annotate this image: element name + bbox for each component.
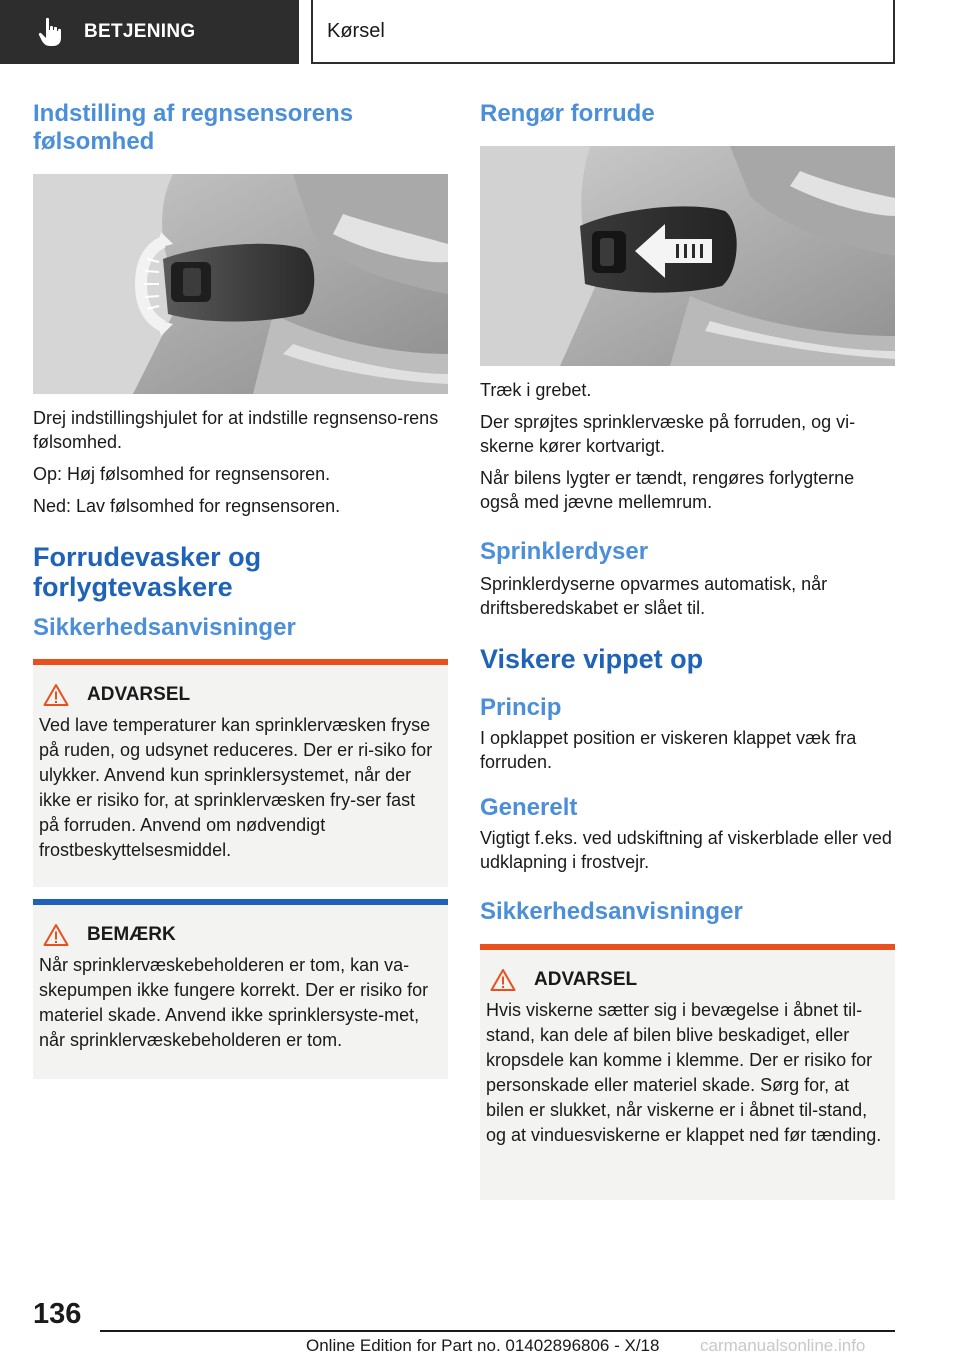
clean-heading: Rengør forrude: [480, 100, 655, 127]
sensitivity-paragraph-3: Ned: Lav følsomhed for regnsensoren.: [33, 496, 341, 516]
notice-text: Når sprinklervæskebeholderen er tom, kan va-skepumpen ikke fungere korrekt. Der er risiko for materiel skade. Anvend ikke sprinklersyste-met, når sprinklervæskebeholderen er tom.: [39, 955, 429, 1050]
warning-label-right: ADVARSEL: [534, 969, 638, 990]
left-column: [33, 100, 448, 1079]
chapter-label: Kørsel: [327, 19, 385, 42]
warning-header-left: [43, 683, 438, 707]
warning-text-left: Ved lave temperaturer kan sprinklervæsken fryse på ruden, og udsynet reduceres. Der er ri-siko for ulykker. Anvend kun sprinklersystemet, når der ikke er risiko for, at sprinklervæsken fry-ser fast på forruden. Anvend om nødvendigt frostbeskyttelsesmiddel.: [39, 715, 433, 860]
watermark: carmanualsonline.info: [700, 1336, 866, 1355]
footer-rule: [100, 1330, 895, 1332]
warning-box-left: [33, 659, 448, 887]
safety-heading-left: Sikkerhedsanvisninger: [33, 614, 296, 641]
rain-sensor-dial-image: [33, 174, 448, 394]
warning-label-left: ADVARSEL: [87, 684, 191, 705]
clean-paragraph-2: Der sprøjtes sprinklervæske på forruden, og vi-skerne kører kortvarigt.: [480, 412, 856, 456]
sensitivity-paragraph-1: Drej indstillingshjulet for at indstille regnsenso-rens følsomhed.: [33, 408, 439, 452]
notice-box: [33, 899, 448, 1079]
right-column: [480, 100, 895, 1200]
warning-box-right: [480, 944, 895, 1200]
section-tab: [0, 0, 299, 64]
washer-pull-image: [480, 146, 895, 366]
wipers-heading: Viskere vippet op: [480, 644, 704, 674]
principle-paragraph: I opklappet position er viskeren klappet væk fra forruden.: [480, 728, 857, 772]
safety-heading-right: Sikkerhedsanvisninger: [480, 898, 743, 925]
edition-text: Online Edition for Part no. 01402896806 - X/18: [306, 1336, 660, 1355]
washer-heading: Forrudevasker og forlygtevaskere: [33, 542, 262, 602]
warning-header-right: [490, 968, 885, 992]
clean-paragraph-3: Når bilens lygter er tændt, rengøres forlygterne også med jævne mellemrum.: [480, 468, 855, 512]
chapter-tab: [311, 0, 895, 64]
page-number: 136: [33, 1298, 82, 1330]
general-heading: Generelt: [480, 794, 578, 821]
sensitivity-heading: Indstilling af regnsensorens følsomhed: [33, 100, 354, 155]
warning-text-right: Hvis viskerne sætter sig i bevægelse i åbnet til-stand, kan dele af bilen blive beskadiget, eller kropsdele kan komme i klemme. Der er risiko for personskade eller materiel skade. Sørg for, at bilen er slukket, når viskerne er i åbnet til-stand, og at vinduesviskerne er klappet ned før tænding.: [486, 1000, 882, 1145]
principle-heading: Princip: [480, 694, 562, 721]
notice-header: [43, 923, 438, 947]
notice-triangle-icon: [43, 923, 69, 947]
general-paragraph: Vigtigt f.eks. ved udskiftning af viskerblade eller ved udklapning i frostvejr.: [480, 828, 892, 872]
warning-triangle-icon: [490, 968, 516, 992]
section-label: BETJENING: [84, 21, 196, 42]
warning-triangle-icon: [43, 683, 69, 707]
notice-label: BEMÆRK: [87, 924, 176, 945]
nozzles-heading: Sprinklerdyser: [480, 538, 649, 565]
clean-paragraph-1: Træk i grebet.: [480, 380, 592, 400]
sensitivity-paragraph-2: Op: Høj følsomhed for regnsensoren.: [33, 464, 331, 484]
hand-pointer-icon: [38, 17, 64, 47]
nozzles-paragraph: Sprinklerdyserne opvarmes automatisk, når driftsberedskabet er slået til.: [480, 574, 828, 618]
